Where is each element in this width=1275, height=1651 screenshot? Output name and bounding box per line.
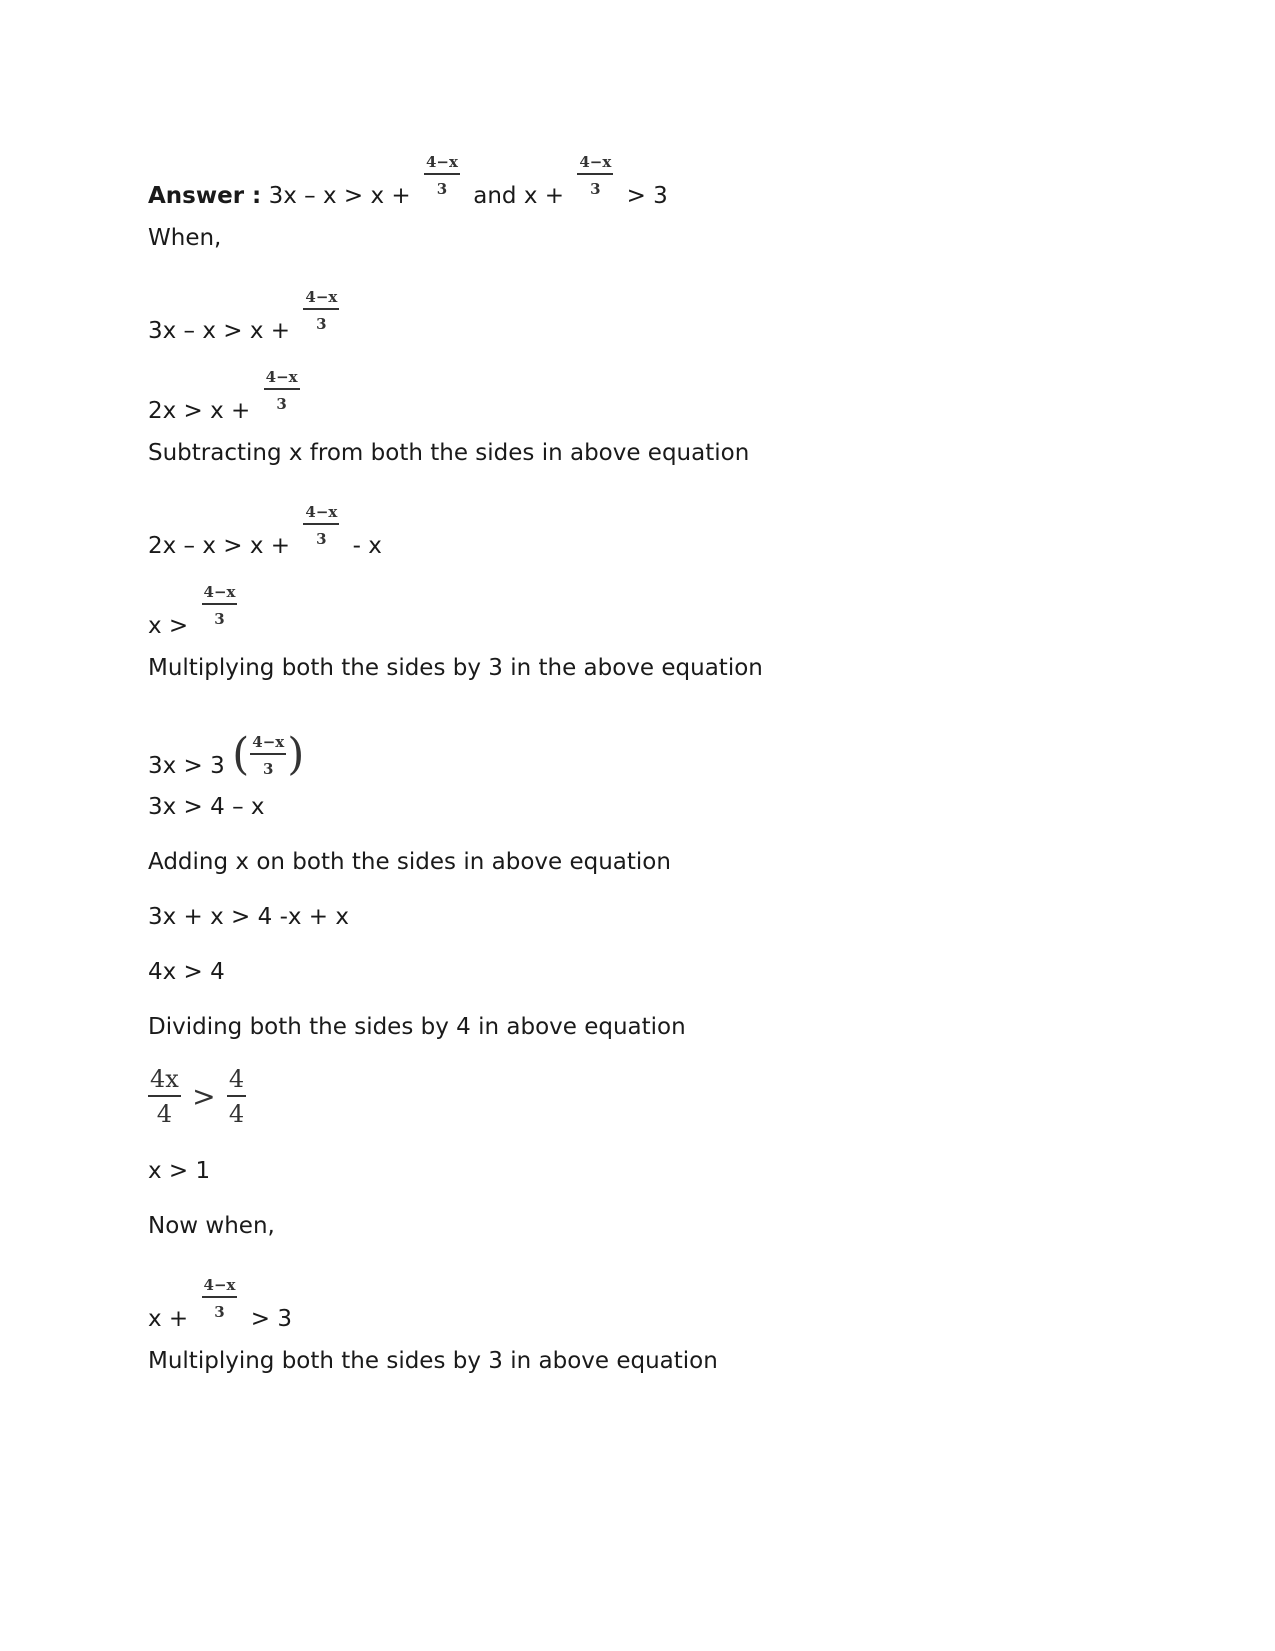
equation-line [148,368,306,426]
fraction-numerator: 4−x [202,1277,238,1298]
fraction-numerator: 4x [148,1066,181,1097]
fraction-denominator: 3 [214,610,225,628]
fraction-denominator: 3 [436,180,448,198]
fraction-numerator: 4−x [250,734,286,755]
fraction-numerator: 4−x [303,504,339,525]
fraction [577,154,613,197]
equation-line [148,1276,292,1334]
equation-line [148,1066,246,1127]
fraction [424,154,460,197]
fraction [303,289,339,332]
fraction-numerator: 4−x [303,289,339,310]
explanation-text: Multiplying both the sides by 3 in above equation [148,1348,718,1374]
explanation-text: Subtracting x from both the sides in above equation [148,440,750,466]
fraction-denominator: 3 [276,395,287,413]
equation-line: 3x + x > 4 -x + x [148,904,350,930]
parenthesized-fraction [232,729,305,780]
equation-left: 3x – x > x + [148,318,291,344]
fraction-denominator: 3 [263,759,274,778]
greater-than-sign: > [192,1080,216,1113]
fraction-numerator: 4 [227,1066,246,1097]
now-when-text: Now when, [148,1213,275,1239]
equation-line: 4x > 4 [148,959,225,985]
fraction [202,584,238,627]
equation-right: > 3 [250,1306,292,1332]
equation-line [148,583,243,641]
paren-open: ( [232,729,250,780]
fraction-denominator: 3 [316,315,327,333]
explanation-text: Adding x on both the sides in above equation [148,849,671,875]
equation-left: x + [148,1306,189,1332]
fraction-denominator: 3 [590,180,601,198]
when-text: When, [148,225,222,251]
fraction-numerator: 4−x [264,369,300,390]
equation-left: 2x – x > x + [148,533,291,559]
fraction-denominator: 4 [228,1100,245,1128]
fraction [202,1277,238,1320]
fraction-denominator: 3 [316,530,327,548]
equation-line: 3x > 4 – x [148,794,265,820]
equation-left: 2x > x + [148,398,251,424]
equation-left: 3x > 3 [148,753,225,779]
paren-close: ) [287,729,305,780]
equation-line [148,503,382,561]
fraction-numerator: 4−x [424,154,460,175]
answer-part3: > 3 [626,183,668,209]
equation-right: - x [352,533,382,559]
fraction-denominator: 4 [156,1100,173,1128]
explanation-text: Dividing both the sides by 4 in above equation [148,1014,686,1040]
equation-line [148,729,305,781]
equation-left: x > [148,613,189,639]
answer-label: Answer : [148,183,262,209]
fraction-numerator: 4−x [577,154,613,175]
fraction-numerator: 4−x [202,584,238,605]
explanation-text: Multiplying both the sides by 3 in the above equation [148,655,763,681]
equation-line: x > 1 [148,1158,211,1184]
fraction [264,369,300,412]
answer-part1: 3x – x > x + [268,183,411,209]
fraction [303,504,339,547]
fraction [250,734,286,777]
fraction [227,1066,246,1127]
fraction-denominator: 3 [214,1303,225,1321]
fraction [148,1066,181,1127]
equation-line [148,288,345,346]
answer-line [148,153,668,211]
answer-part2: and x + [473,183,565,209]
